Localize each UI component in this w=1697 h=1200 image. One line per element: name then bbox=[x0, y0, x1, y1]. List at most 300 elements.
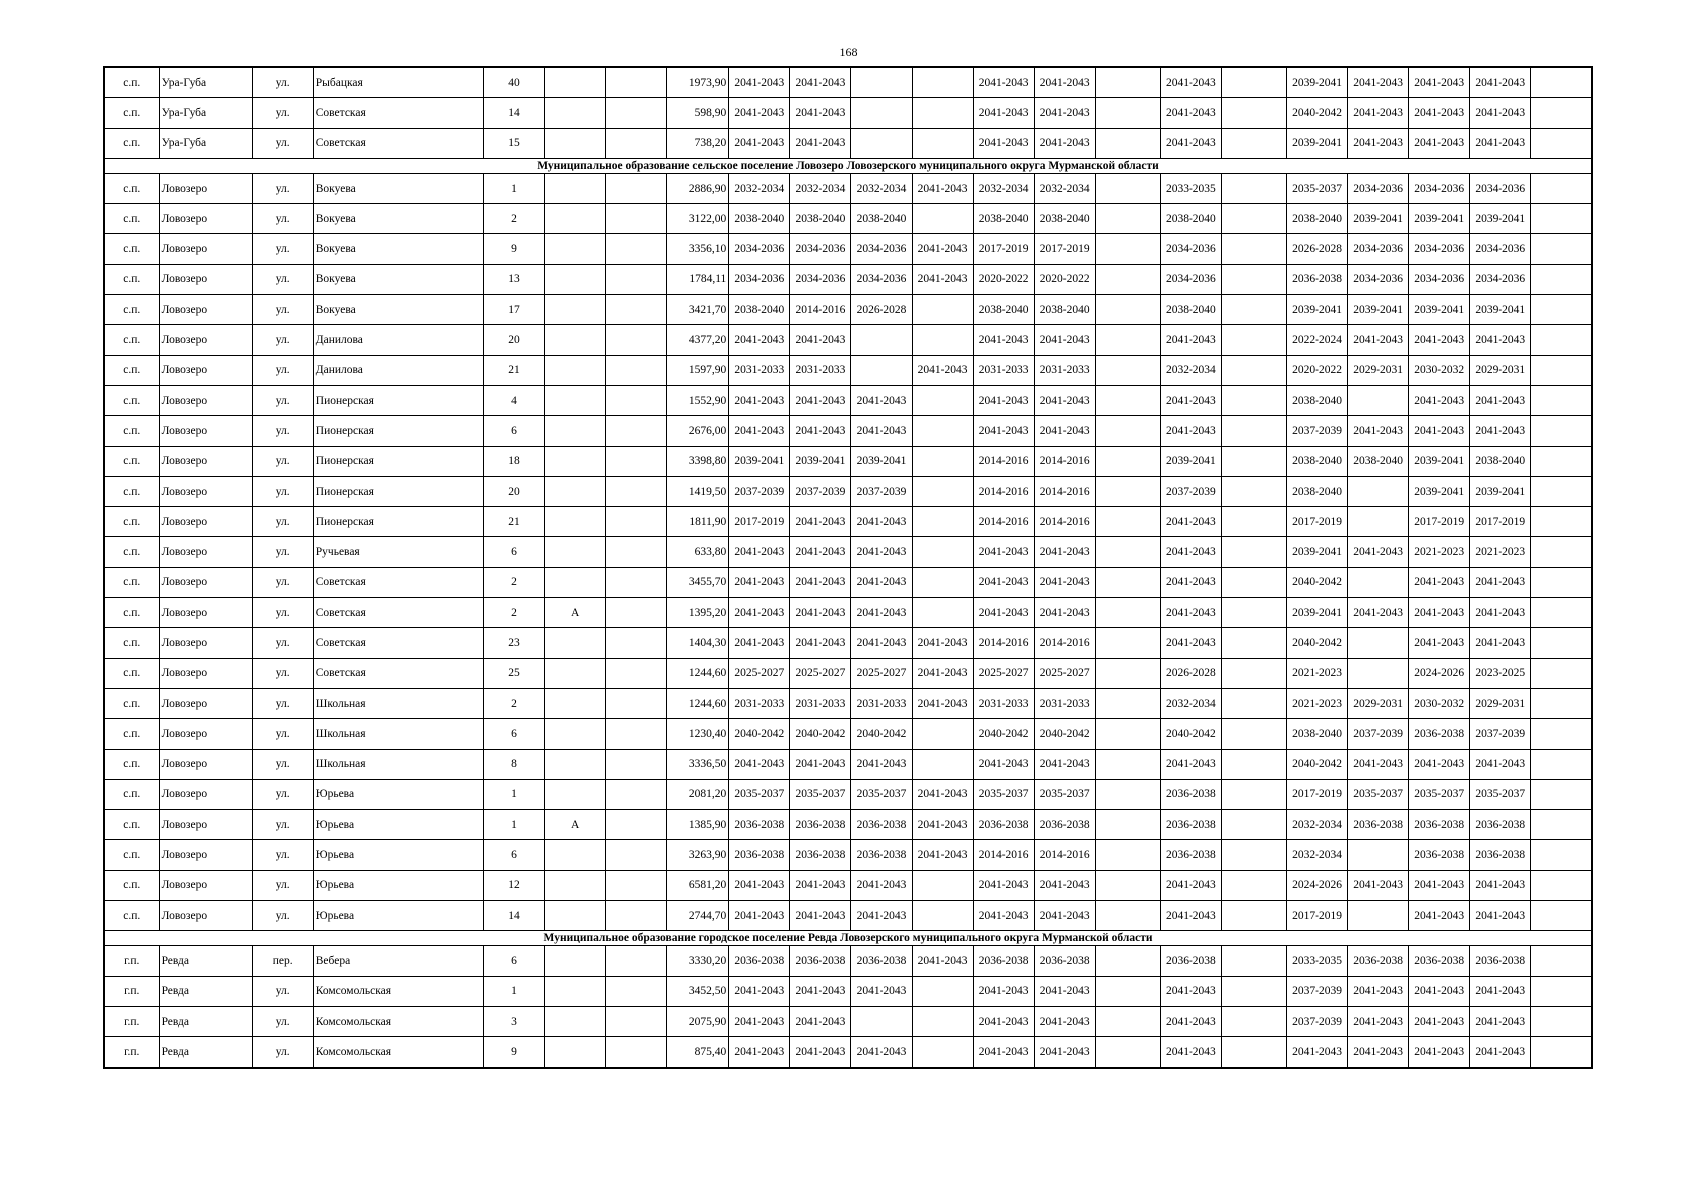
letter-cell bbox=[606, 325, 667, 355]
settlement-type-cell: с.п. bbox=[104, 98, 159, 128]
repair-period-cell: 2041-2043 bbox=[729, 98, 790, 128]
locality-cell: Ловозеро bbox=[159, 325, 252, 355]
table-row bbox=[104, 98, 1592, 128]
repair-period-cell: 2041-2043 bbox=[790, 976, 851, 1006]
repair-period-cell: 2040-2042 bbox=[790, 719, 851, 749]
building-cell bbox=[545, 234, 606, 264]
repair-period-cell: 2020-2022 bbox=[1287, 355, 1348, 385]
repair-period-cell: 2036-2038 bbox=[790, 946, 851, 976]
repair-period-cell: 2037-2039 bbox=[1287, 416, 1348, 446]
repair-period-cell bbox=[912, 567, 973, 597]
repair-period-cell: 2041-2043 bbox=[912, 840, 973, 870]
repair-period-cell: 2041-2043 bbox=[1470, 128, 1531, 158]
repair-period-cell: 2020-2022 bbox=[1034, 264, 1095, 294]
table-row bbox=[104, 385, 1592, 415]
repair-period-cell: 2041-2043 bbox=[729, 537, 790, 567]
house-number-cell: 20 bbox=[483, 476, 544, 506]
area-cell: 1230,40 bbox=[667, 719, 729, 749]
table-row bbox=[104, 476, 1592, 506]
repair-period-cell: 2041-2043 bbox=[851, 385, 912, 415]
locality-cell: Ловозеро bbox=[159, 567, 252, 597]
repair-period-cell: 2041-2043 bbox=[973, 325, 1034, 355]
street-cell: Комсомольская bbox=[313, 976, 483, 1006]
repair-period-cell bbox=[912, 749, 973, 779]
repair-period-cell: 2041-2043 bbox=[1348, 537, 1409, 567]
area-cell: 3398,80 bbox=[667, 446, 729, 476]
repair-period-cell: 2035-2037 bbox=[790, 779, 851, 809]
repair-period-cell bbox=[1531, 204, 1592, 234]
repair-period-cell: 2039-2041 bbox=[1287, 67, 1348, 98]
house-number-cell: 6 bbox=[483, 416, 544, 446]
repair-period-cell: 2031-2033 bbox=[790, 688, 851, 718]
repair-period-cell: 2036-2038 bbox=[1409, 946, 1470, 976]
repair-period-cell: 2029-2031 bbox=[1470, 688, 1531, 718]
repair-period-cell bbox=[1095, 840, 1160, 870]
repair-period-cell: 2041-2043 bbox=[1409, 749, 1470, 779]
repair-period-cell bbox=[912, 476, 973, 506]
house-number-cell: 25 bbox=[483, 658, 544, 688]
repair-period-cell: 2041-2043 bbox=[973, 749, 1034, 779]
settlement-type-cell: с.п. bbox=[104, 901, 159, 931]
repair-period-cell bbox=[912, 719, 973, 749]
repair-period-cell bbox=[1095, 658, 1160, 688]
repair-period-cell bbox=[1221, 385, 1286, 415]
house-number-cell: 2 bbox=[483, 204, 544, 234]
repair-period-cell: 2041-2043 bbox=[1160, 628, 1221, 658]
table-row bbox=[104, 567, 1592, 597]
repair-period-cell: 2041-2043 bbox=[729, 67, 790, 98]
repair-period-cell: 2041-2043 bbox=[790, 537, 851, 567]
letter-cell bbox=[606, 295, 667, 325]
table-row bbox=[104, 976, 1592, 1006]
locality-cell: Ловозеро bbox=[159, 810, 252, 840]
building-cell bbox=[545, 749, 606, 779]
locality-cell: Ревда bbox=[159, 1006, 252, 1036]
repair-period-cell bbox=[1221, 779, 1286, 809]
repair-period-cell: 2041-2043 bbox=[1160, 416, 1221, 446]
letter-cell bbox=[606, 976, 667, 1006]
house-number-cell: 14 bbox=[483, 901, 544, 931]
house-number-cell: 2 bbox=[483, 567, 544, 597]
repair-period-cell bbox=[1531, 264, 1592, 294]
repair-period-cell bbox=[1095, 598, 1160, 628]
area-cell: 2886,90 bbox=[667, 173, 729, 203]
repair-period-cell: 2025-2027 bbox=[790, 658, 851, 688]
repair-period-cell: 2032-2034 bbox=[790, 173, 851, 203]
repair-period-cell: 2034-2036 bbox=[1409, 234, 1470, 264]
table-row bbox=[104, 355, 1592, 385]
repair-period-cell: 2041-2043 bbox=[851, 507, 912, 537]
building-cell bbox=[545, 325, 606, 355]
repair-period-cell bbox=[1531, 810, 1592, 840]
repair-period-cell bbox=[912, 128, 973, 158]
repair-period-cell: 2034-2036 bbox=[790, 234, 851, 264]
repair-period-cell: 2031-2033 bbox=[1034, 355, 1095, 385]
area-cell: 1597,90 bbox=[667, 355, 729, 385]
repair-period-cell bbox=[912, 325, 973, 355]
repair-period-cell: 2036-2038 bbox=[1034, 946, 1095, 976]
repair-period-cell: 2041-2043 bbox=[973, 567, 1034, 597]
repair-period-cell bbox=[1531, 840, 1592, 870]
repair-period-cell: 2036-2038 bbox=[851, 810, 912, 840]
building-cell bbox=[545, 719, 606, 749]
street-cell: Комсомольская bbox=[313, 1006, 483, 1036]
repair-period-cell: 2039-2041 bbox=[1409, 295, 1470, 325]
street-type-cell: ул. bbox=[252, 628, 313, 658]
house-number-cell: 3 bbox=[483, 1006, 544, 1036]
area-cell: 3122,00 bbox=[667, 204, 729, 234]
repair-period-cell bbox=[1348, 840, 1409, 870]
letter-cell bbox=[606, 355, 667, 385]
repair-period-cell: 2014-2016 bbox=[973, 476, 1034, 506]
housing-repair-schedule-table bbox=[103, 66, 1593, 1069]
settlement-type-cell: г.п. bbox=[104, 1006, 159, 1036]
repair-period-cell: 2038-2040 bbox=[851, 204, 912, 234]
repair-period-cell: 2041-2043 bbox=[1034, 1037, 1095, 1068]
repair-period-cell: 2029-2031 bbox=[1348, 688, 1409, 718]
repair-period-cell: 2034-2036 bbox=[851, 234, 912, 264]
repair-period-cell: 2041-2043 bbox=[1470, 98, 1531, 128]
repair-period-cell: 2034-2036 bbox=[1409, 173, 1470, 203]
repair-period-cell bbox=[1531, 658, 1592, 688]
building-cell bbox=[545, 173, 606, 203]
repair-period-cell: 2026-2028 bbox=[1160, 658, 1221, 688]
repair-period-cell bbox=[1348, 567, 1409, 597]
repair-period-cell: 2035-2037 bbox=[1348, 779, 1409, 809]
repair-period-cell: 2014-2016 bbox=[1034, 628, 1095, 658]
settlement-type-cell: с.п. bbox=[104, 567, 159, 597]
repair-period-cell bbox=[1095, 204, 1160, 234]
repair-period-cell: 2041-2043 bbox=[1160, 870, 1221, 900]
street-cell: Вокуева bbox=[313, 173, 483, 203]
repair-period-cell: 2035-2037 bbox=[973, 779, 1034, 809]
repair-period-cell: 2041-2043 bbox=[1409, 870, 1470, 900]
repair-period-cell: 2041-2043 bbox=[1034, 901, 1095, 931]
area-cell: 1244,60 bbox=[667, 688, 729, 718]
settlement-type-cell: с.п. bbox=[104, 295, 159, 325]
repair-period-cell bbox=[1348, 476, 1409, 506]
repair-period-cell: 2041-2043 bbox=[729, 628, 790, 658]
repair-period-cell: 2041-2043 bbox=[1348, 325, 1409, 355]
street-type-cell: ул. bbox=[252, 901, 313, 931]
repair-period-cell: 2038-2040 bbox=[729, 204, 790, 234]
area-cell: 3452,50 bbox=[667, 976, 729, 1006]
repair-period-cell: 2041-2043 bbox=[1470, 976, 1531, 1006]
repair-period-cell bbox=[1531, 749, 1592, 779]
table-row bbox=[104, 688, 1592, 718]
repair-period-cell: 2041-2043 bbox=[1470, 325, 1531, 355]
street-type-cell: ул. bbox=[252, 385, 313, 415]
repair-period-cell: 2041-2043 bbox=[1409, 416, 1470, 446]
locality-cell: Ловозеро bbox=[159, 385, 252, 415]
settlement-type-cell: с.п. bbox=[104, 234, 159, 264]
house-number-cell: 2 bbox=[483, 688, 544, 718]
repair-period-cell: 2034-2036 bbox=[1470, 264, 1531, 294]
area-cell: 598,90 bbox=[667, 98, 729, 128]
repair-period-cell bbox=[1095, 234, 1160, 264]
repair-period-cell: 2025-2027 bbox=[973, 658, 1034, 688]
repair-period-cell: 2041-2043 bbox=[912, 628, 973, 658]
repair-period-cell bbox=[1221, 446, 1286, 476]
street-cell: Пионерская bbox=[313, 385, 483, 415]
table-row bbox=[104, 901, 1592, 931]
house-number-cell: 4 bbox=[483, 385, 544, 415]
building-cell bbox=[545, 537, 606, 567]
locality-cell: Ловозеро bbox=[159, 295, 252, 325]
table-row bbox=[104, 537, 1592, 567]
repair-period-cell: 2039-2041 bbox=[1470, 476, 1531, 506]
area-cell: 738,20 bbox=[667, 128, 729, 158]
repair-period-cell: 2041-2043 bbox=[1034, 67, 1095, 98]
repair-period-cell: 2041-2043 bbox=[1409, 901, 1470, 931]
repair-period-cell bbox=[1095, 325, 1160, 355]
repair-period-cell bbox=[1221, 719, 1286, 749]
repair-period-cell bbox=[1095, 416, 1160, 446]
repair-period-cell: 2017-2019 bbox=[1034, 234, 1095, 264]
street-cell: Данилова bbox=[313, 355, 483, 385]
repair-period-cell bbox=[1221, 1006, 1286, 1036]
repair-period-cell: 2041-2043 bbox=[912, 355, 973, 385]
repair-period-cell: 2036-2038 bbox=[729, 810, 790, 840]
repair-period-cell: 2039-2041 bbox=[1409, 204, 1470, 234]
street-type-cell: ул. bbox=[252, 598, 313, 628]
area-cell: 3356,10 bbox=[667, 234, 729, 264]
repair-period-cell bbox=[1348, 628, 1409, 658]
repair-period-cell: 2041-2043 bbox=[1409, 98, 1470, 128]
area-cell: 2081,20 bbox=[667, 779, 729, 809]
repair-period-cell bbox=[1221, 264, 1286, 294]
area-cell: 633,80 bbox=[667, 537, 729, 567]
repair-period-cell bbox=[1531, 67, 1592, 98]
repair-period-cell bbox=[912, 67, 973, 98]
street-type-cell: ул. bbox=[252, 295, 313, 325]
area-cell: 3421,70 bbox=[667, 295, 729, 325]
locality-cell: Ура-Губа bbox=[159, 128, 252, 158]
repair-period-cell: 2040-2042 bbox=[729, 719, 790, 749]
repair-period-cell: 2024-2026 bbox=[1409, 658, 1470, 688]
repair-period-cell bbox=[912, 1006, 973, 1036]
settlement-type-cell: с.п. bbox=[104, 325, 159, 355]
settlement-type-cell: с.п. bbox=[104, 719, 159, 749]
repair-period-cell: 2041-2043 bbox=[1470, 749, 1531, 779]
repair-period-cell: 2041-2043 bbox=[1034, 749, 1095, 779]
settlement-type-cell: с.п. bbox=[104, 385, 159, 415]
street-type-cell: ул. bbox=[252, 355, 313, 385]
repair-period-cell: 2039-2041 bbox=[851, 446, 912, 476]
settlement-type-cell: с.п. bbox=[104, 355, 159, 385]
street-type-cell: ул. bbox=[252, 416, 313, 446]
building-cell bbox=[545, 658, 606, 688]
repair-period-cell bbox=[1095, 295, 1160, 325]
settlement-type-cell: с.п. bbox=[104, 204, 159, 234]
area-cell: 1811,90 bbox=[667, 507, 729, 537]
repair-period-cell: 2041-2043 bbox=[1470, 1037, 1531, 1068]
repair-period-cell: 2036-2038 bbox=[851, 840, 912, 870]
street-cell: Вокуева bbox=[313, 295, 483, 325]
settlement-type-cell: с.п. bbox=[104, 779, 159, 809]
repair-period-cell: 2041-2043 bbox=[912, 688, 973, 718]
repair-period-cell: 2041-2043 bbox=[790, 628, 851, 658]
letter-cell bbox=[606, 1037, 667, 1068]
repair-period-cell: 2041-2043 bbox=[973, 976, 1034, 1006]
repair-period-cell: 2037-2039 bbox=[729, 476, 790, 506]
settlement-type-cell: с.п. bbox=[104, 67, 159, 98]
repair-period-cell: 2039-2041 bbox=[1470, 295, 1531, 325]
repair-period-cell: 2025-2027 bbox=[851, 658, 912, 688]
locality-cell: Ловозеро bbox=[159, 446, 252, 476]
repair-period-cell: 2041-2043 bbox=[851, 567, 912, 597]
repair-period-cell bbox=[1531, 719, 1592, 749]
repair-period-cell bbox=[1531, 901, 1592, 931]
repair-period-cell bbox=[1531, 567, 1592, 597]
repair-period-cell: 2041-2043 bbox=[1160, 537, 1221, 567]
area-cell: 1395,20 bbox=[667, 598, 729, 628]
letter-cell bbox=[606, 416, 667, 446]
repair-period-cell: 2022-2024 bbox=[1287, 325, 1348, 355]
repair-period-cell: 2041-2043 bbox=[790, 507, 851, 537]
letter-cell bbox=[606, 537, 667, 567]
repair-period-cell: 2041-2043 bbox=[1034, 598, 1095, 628]
repair-period-cell: 2041-2043 bbox=[1409, 567, 1470, 597]
repair-period-cell: 2041-2043 bbox=[912, 779, 973, 809]
area-cell: 1973,90 bbox=[667, 67, 729, 98]
repair-period-cell: 2040-2042 bbox=[1287, 98, 1348, 128]
letter-cell bbox=[606, 688, 667, 718]
repair-period-cell: 2030-2032 bbox=[1409, 355, 1470, 385]
repair-period-cell: 2041-2043 bbox=[1470, 385, 1531, 415]
repair-period-cell: 2034-2036 bbox=[1470, 173, 1531, 203]
repair-period-cell: 2041-2043 bbox=[1348, 67, 1409, 98]
repair-period-cell: 2041-2043 bbox=[973, 128, 1034, 158]
repair-period-cell bbox=[912, 295, 973, 325]
street-cell: Комсомольская bbox=[313, 1037, 483, 1068]
repair-period-cell bbox=[1531, 325, 1592, 355]
repair-period-cell bbox=[1531, 476, 1592, 506]
street-type-cell: ул. bbox=[252, 128, 313, 158]
repair-period-cell: 2014-2016 bbox=[790, 295, 851, 325]
repair-period-cell: 2038-2040 bbox=[1287, 719, 1348, 749]
repair-period-cell: 2041-2043 bbox=[729, 1037, 790, 1068]
street-cell: Советская bbox=[313, 98, 483, 128]
repair-period-cell bbox=[1531, 98, 1592, 128]
letter-cell bbox=[606, 204, 667, 234]
street-type-cell: ул. bbox=[252, 204, 313, 234]
street-cell: Юрьева bbox=[313, 779, 483, 809]
repair-period-cell: 2025-2027 bbox=[729, 658, 790, 688]
table-row bbox=[104, 628, 1592, 658]
repair-period-cell: 2033-2035 bbox=[1287, 946, 1348, 976]
repair-period-cell: 2041-2043 bbox=[790, 98, 851, 128]
repair-period-cell bbox=[912, 98, 973, 128]
repair-period-cell bbox=[1095, 810, 1160, 840]
letter-cell bbox=[606, 476, 667, 506]
repair-period-cell: 2039-2041 bbox=[1348, 204, 1409, 234]
street-cell: Советская bbox=[313, 658, 483, 688]
repair-period-cell: 2041-2043 bbox=[1409, 385, 1470, 415]
repair-period-cell bbox=[1221, 901, 1286, 931]
repair-period-cell: 2036-2038 bbox=[1160, 810, 1221, 840]
repair-period-cell bbox=[1531, 446, 1592, 476]
repair-period-cell: 2038-2040 bbox=[729, 295, 790, 325]
repair-period-cell: 2032-2034 bbox=[973, 173, 1034, 203]
repair-period-cell: 2034-2036 bbox=[1348, 173, 1409, 203]
street-type-cell: ул. bbox=[252, 507, 313, 537]
building-cell bbox=[545, 946, 606, 976]
repair-period-cell bbox=[1221, 355, 1286, 385]
repair-period-cell bbox=[1348, 507, 1409, 537]
repair-period-cell: 2041-2043 bbox=[1034, 325, 1095, 355]
repair-period-cell: 2041-2043 bbox=[1160, 598, 1221, 628]
repair-period-cell bbox=[1531, 1037, 1592, 1068]
repair-period-cell: 2041-2043 bbox=[973, 98, 1034, 128]
area-cell: 3455,70 bbox=[667, 567, 729, 597]
table-row bbox=[104, 658, 1592, 688]
repair-period-cell: 2041-2043 bbox=[790, 598, 851, 628]
repair-period-cell: 2036-2038 bbox=[1409, 840, 1470, 870]
repair-period-cell: 2038-2040 bbox=[1470, 446, 1531, 476]
repair-period-cell: 2038-2040 bbox=[1034, 204, 1095, 234]
house-number-cell: 6 bbox=[483, 946, 544, 976]
repair-period-cell: 2041-2043 bbox=[1348, 749, 1409, 779]
repair-period-cell: 2041-2043 bbox=[912, 946, 973, 976]
building-cell bbox=[545, 264, 606, 294]
repair-period-cell bbox=[1095, 446, 1160, 476]
repair-period-cell: 2041-2043 bbox=[1160, 385, 1221, 415]
repair-period-cell: 2031-2033 bbox=[790, 355, 851, 385]
repair-period-cell bbox=[1095, 264, 1160, 294]
repair-period-cell: 2039-2041 bbox=[1287, 598, 1348, 628]
house-number-cell: 20 bbox=[483, 325, 544, 355]
letter-cell bbox=[606, 870, 667, 900]
settlement-type-cell: с.п. bbox=[104, 870, 159, 900]
area-cell: 3330,20 bbox=[667, 946, 729, 976]
repair-period-cell: 2036-2038 bbox=[1409, 810, 1470, 840]
street-type-cell: ул. bbox=[252, 325, 313, 355]
repair-period-cell: 2035-2037 bbox=[1409, 779, 1470, 809]
repair-period-cell bbox=[912, 901, 973, 931]
repair-period-cell: 2040-2042 bbox=[1287, 749, 1348, 779]
repair-period-cell bbox=[1221, 598, 1286, 628]
street-type-cell: ул. bbox=[252, 688, 313, 718]
street-cell: Вебера bbox=[313, 946, 483, 976]
street-cell: Пионерская bbox=[313, 446, 483, 476]
repair-period-cell bbox=[1531, 628, 1592, 658]
building-cell bbox=[545, 628, 606, 658]
repair-period-cell bbox=[1221, 416, 1286, 446]
area-cell: 1385,90 bbox=[667, 810, 729, 840]
street-cell: Ручьевая bbox=[313, 537, 483, 567]
repair-period-cell: 2041-2043 bbox=[729, 870, 790, 900]
street-type-cell: ул. bbox=[252, 749, 313, 779]
street-cell: Пионерская bbox=[313, 416, 483, 446]
table-row bbox=[104, 779, 1592, 809]
repair-period-cell: 2040-2042 bbox=[1287, 628, 1348, 658]
street-cell: Советская bbox=[313, 628, 483, 658]
repair-period-cell: 2034-2036 bbox=[1409, 264, 1470, 294]
locality-cell: Ловозеро bbox=[159, 416, 252, 446]
street-type-cell: ул. bbox=[252, 67, 313, 98]
repair-period-cell: 2038-2040 bbox=[790, 204, 851, 234]
repair-period-cell bbox=[851, 355, 912, 385]
repair-period-cell bbox=[1221, 688, 1286, 718]
area-cell: 875,40 bbox=[667, 1037, 729, 1068]
letter-cell bbox=[606, 946, 667, 976]
repair-period-cell: 2036-2038 bbox=[1034, 810, 1095, 840]
repair-period-cell: 2041-2043 bbox=[973, 1037, 1034, 1068]
letter-cell bbox=[606, 810, 667, 840]
repair-period-cell: 2024-2026 bbox=[1287, 870, 1348, 900]
repair-period-cell: 2041-2043 bbox=[790, 128, 851, 158]
